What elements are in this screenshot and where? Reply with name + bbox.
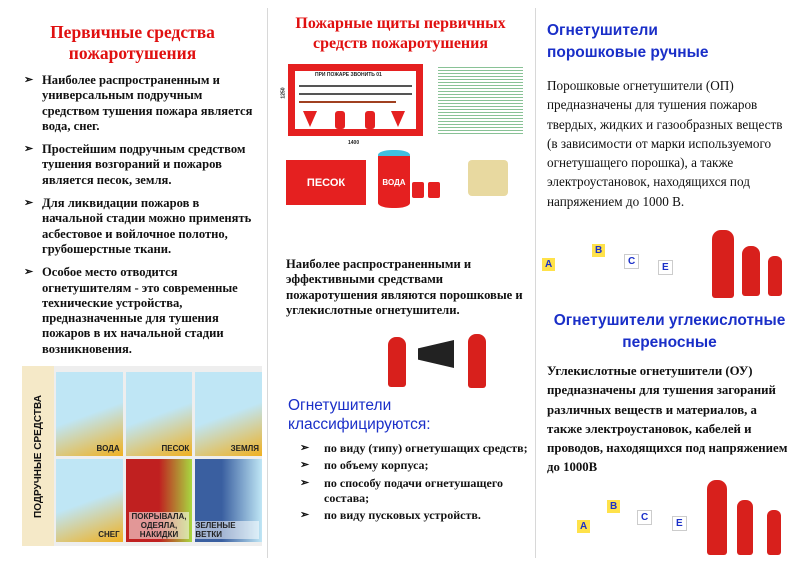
co2-heading: Огнетушители углекислотные переносные bbox=[553, 312, 786, 351]
middle-title: Пожарные щиты первичных средств пожаротушения bbox=[295, 15, 506, 52]
fire-shield-image: ПРИ ПОЖАРЕ ЗВОНИТЬ 01 1400 1250 ПЕСОК ВОДА bbox=[278, 60, 528, 245]
bullet-item: ➢ Простейшим подручным средством тушения возгораний и пожаров является песок, земля. bbox=[22, 142, 260, 188]
classification-list bbox=[298, 441, 530, 525]
tile-blankets: ПОКРЫВАЛА, ОДЕЯЛА, НАКИДКИ bbox=[126, 459, 193, 543]
co2-paragraph: Углекислотные огнетушители (ОУ) предназначены для тушения загораний различных веществ и материалов, а также электроустановок, кабелей и проводов, находящихся под напряжением до 1000В bbox=[547, 364, 788, 475]
co2-extinguishers-image: A B C E bbox=[577, 470, 797, 558]
left-column bbox=[0, 0, 265, 565]
bullet-item: ➢ Наиболее распространенным и универсальным подручным средством тушения пожара является вода, снег. bbox=[22, 73, 260, 134]
improvised-means-image bbox=[22, 366, 262, 546]
classification-item: ➢ по виду пусковых устройств. bbox=[298, 508, 530, 523]
right-column bbox=[537, 0, 800, 565]
classification-heading: Огнетушители классифицируются: bbox=[288, 397, 431, 433]
sand-box: ПЕСОК bbox=[286, 160, 366, 205]
fire-shield-board: ПРИ ПОЖАРЕ ЗВОНИТЬ 01 bbox=[288, 64, 423, 136]
middle-paragraph: Наиболее распространенными и эффективными средствами пожаротушения являются порошковые и углекислотные огнетушители. bbox=[286, 257, 523, 317]
middle-column bbox=[268, 0, 535, 565]
left-bullets bbox=[22, 73, 260, 365]
tile-snow: СНЕГ bbox=[56, 459, 123, 543]
powder-paragraph: Порошковые огнетушители (ОП) предназначены для тушения пожаров твердых, жидких и газообразных веществ (в зависимости от марки используемого огнетушащего порошка), а также электроустановок, находящихся под напряжением до 1000 В. bbox=[547, 78, 783, 209]
powder-heading: Огнетушители порошковые ручные bbox=[547, 22, 709, 61]
classification-item: ➢ по способу подачи огнетушащего состава; bbox=[298, 476, 530, 507]
bullet-item: ➢ Для ликвидации пожаров в начальной стадии можно применять асбестовое и войлочное полотно, грубошерстные ткани. bbox=[22, 196, 260, 257]
water-barrel: ВОДА bbox=[378, 150, 410, 208]
classification-item: ➢ по объему корпуса; bbox=[298, 458, 530, 473]
side-label: ПОДРУЧНЫЕ СРЕДСТВА bbox=[22, 366, 54, 546]
tile-earth: ЗЕМЛЯ bbox=[195, 372, 262, 456]
classification-item: ➢ по виду (типу) огнетушащих средств; bbox=[298, 441, 530, 456]
tile-branches: ЗЕЛЕНЫЕ ВЕТКИ bbox=[195, 459, 262, 543]
extinguishers-image bbox=[380, 322, 500, 392]
column-divider bbox=[535, 8, 536, 558]
bullet-item: ➢ Особое место отводится огнетушителям - это современные технические устройства, предназначенные для тушения пожаров в их начальной стадии возникновения. bbox=[22, 265, 260, 357]
powder-extinguishers-image: A B C E bbox=[542, 228, 797, 300]
tile-water: ВОДА bbox=[56, 372, 123, 456]
left-title: Первичные средства пожаротушения bbox=[50, 22, 215, 63]
tile-sand: ПЕСОК bbox=[126, 372, 193, 456]
asbestos-cloth bbox=[468, 160, 508, 196]
